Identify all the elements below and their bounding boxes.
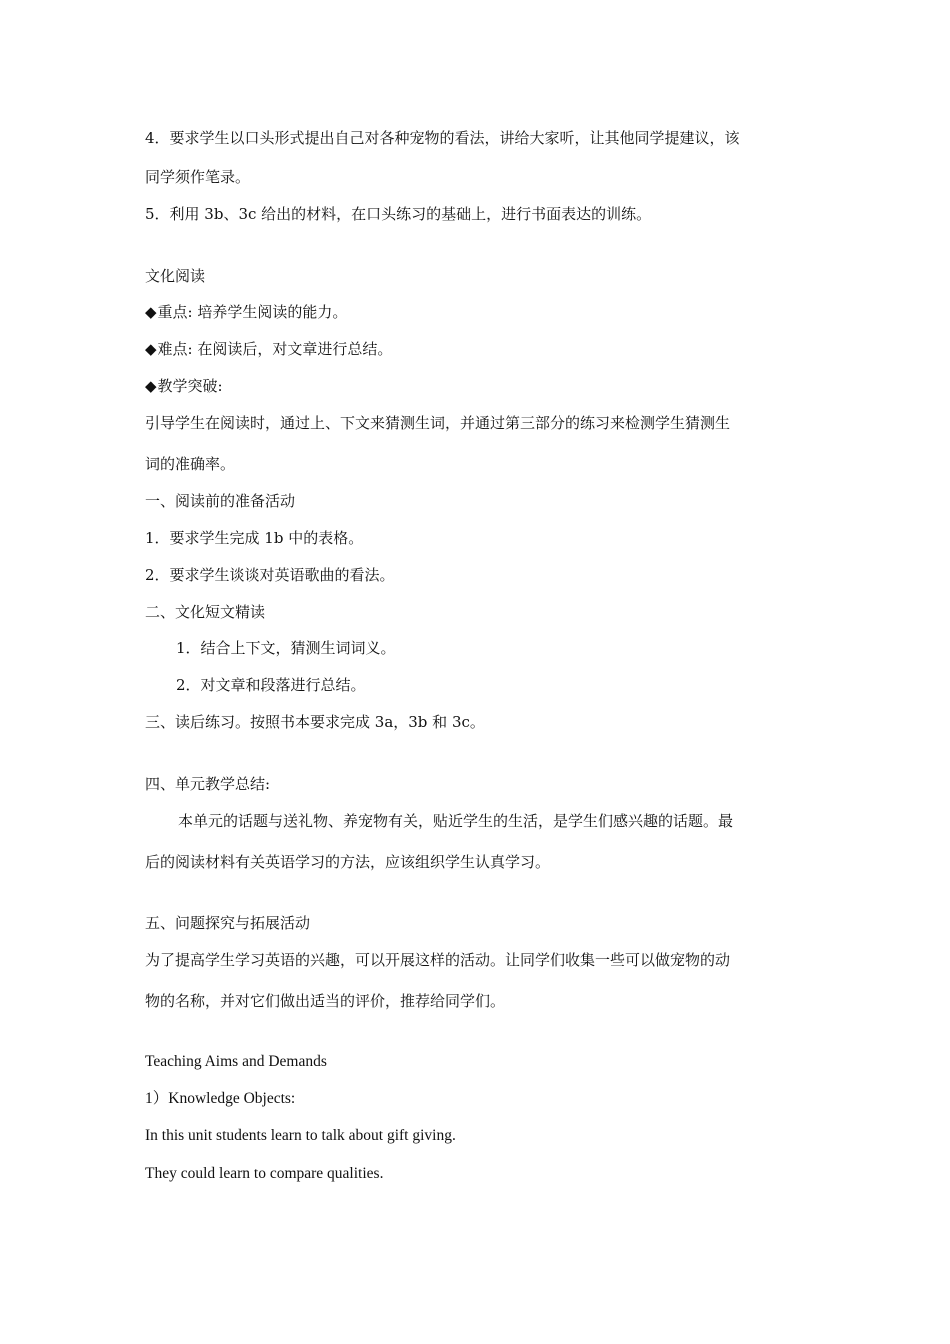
diamond-bullet-icon: ◆ — [145, 377, 157, 395]
section-heading: 二、文化短文精读 — [145, 603, 266, 621]
paragraph-line: 4．要求学生以口头形式提出自己对各种宠物的看法，讲给大家听，让其他同学提建议，该 — [145, 129, 740, 147]
list-item: 1．要求学生完成 1b 中的表格。 — [145, 529, 364, 547]
paragraph-line: 词的准确率。 — [145, 455, 236, 473]
list-item: 2．要求学生谈谈对英语歌曲的看法。 — [145, 566, 395, 584]
section-heading: 五、问题探究与拓展活动 — [145, 914, 311, 932]
diamond-bullet-icon: ◆ — [145, 303, 157, 321]
section-heading: 一、阅读前的准备活动 — [145, 492, 296, 510]
paragraph-line: 后的阅读材料有关英语学习的方法，应该组织学生认真学习。 — [145, 853, 551, 871]
bullet-text: 难点: 在阅读后，对文章进行总结。 — [157, 340, 393, 358]
list-item: 2．对文章和段落进行总结。 — [176, 676, 366, 694]
section-heading: 文化阅读 — [145, 267, 206, 285]
paragraph-line: 5．利用 3b、3c 给出的材料，在口头练习的基础上，进行书面表达的训练。 — [145, 205, 652, 223]
paragraph-line: 物的名称，并对它们做出适当的评价，推荐给同学们。 — [145, 992, 506, 1010]
paragraph-line: 为了提高学生学习英语的兴趣，可以开展这样的活动。让同学们收集一些可以做宠物的动 — [145, 951, 731, 969]
english-subheading: 1）Knowledge Objects: — [145, 1090, 296, 1107]
section-heading: 三、读后练习。按照书本要求完成 3a，3b 和 3c。 — [145, 713, 485, 731]
bullet-text: 教学突破: — [157, 377, 223, 395]
bullet-item — [145, 376, 810, 396]
english-paragraph-line: They could learn to compare qualities. — [145, 1165, 384, 1182]
english-heading: Teaching Aims and Demands — [145, 1053, 327, 1070]
bullet-item — [145, 339, 810, 359]
english-paragraph-line: In this unit students learn to talk about gift giving. — [145, 1127, 456, 1144]
bullet-text: 重点: 培养学生阅读的能力。 — [157, 303, 348, 321]
paragraph-line: 引导学生在阅读时，通过上、下文来猜测生词，并通过第三部分的练习来检测学生猜测生 — [145, 414, 731, 432]
bullet-item — [145, 302, 810, 322]
section-heading: 四、单元教学总结: — [145, 775, 271, 793]
list-item: 1．结合上下文，猜测生词词义。 — [176, 639, 396, 657]
diamond-bullet-icon: ◆ — [145, 340, 157, 358]
paragraph-line: 同学须作笔录。 — [145, 168, 251, 186]
paragraph-line: 本单元的话题与送礼物、养宠物有关，贴近学生的生活，是学生们感兴趣的话题。最 — [178, 812, 734, 830]
